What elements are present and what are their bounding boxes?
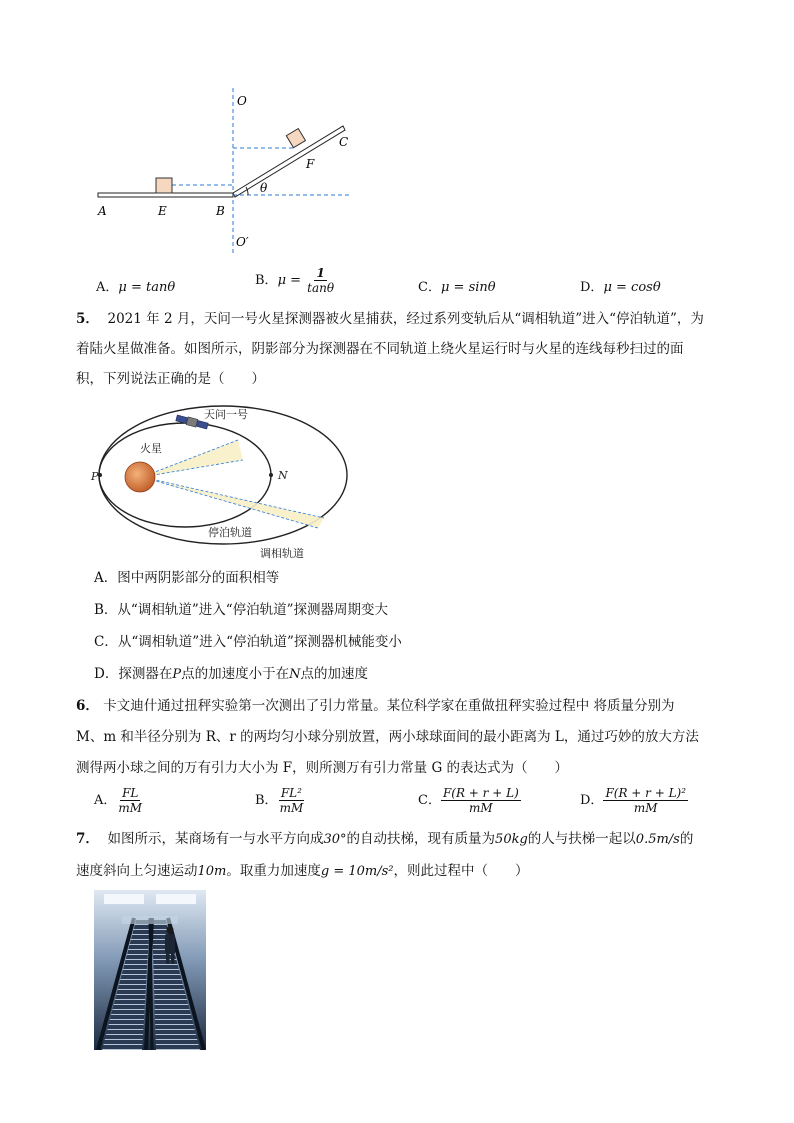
q6-number: 6． <box>76 698 99 714</box>
label-N: N <box>278 469 288 482</box>
q4-option-b[interactable]: B．μ = $\frac{1}{\tan\theta}$ <box>255 266 335 295</box>
label-P: P <box>91 470 99 483</box>
q5-option-c[interactable]: C．从“调相轨道”进入“停泊轨道”探测器机械能变小 <box>94 634 402 650</box>
q7-number: 7． <box>76 831 99 847</box>
block-e <box>156 178 172 193</box>
q5-line-2: 着陆火星做准备。如图所示，阴影部分为探测器在不同轨道上绕火星运行时与火星的连线每秒扫过的面 <box>76 341 684 357</box>
q4-option-d[interactable]: D．μ = cosθ <box>580 280 661 295</box>
q6-line-3: 测得两小球之间的万有引力大小为 F，则所测万有引力常量 G 的表达式为（ ） <box>76 760 569 776</box>
shaded-sector-lower <box>142 477 324 528</box>
parking-orbit-label: 停泊轨道 <box>208 526 252 539</box>
q5-option-b[interactable]: B．从“调相轨道”进入“停泊轨道”探测器周期变大 <box>94 602 389 618</box>
q5-option-a[interactable]: A．图中两阴影部分的面积相等 <box>94 570 280 586</box>
mars-planet <box>125 462 155 492</box>
point-n <box>269 473 273 477</box>
q5-stem <box>76 309 704 389</box>
block-f <box>286 129 305 148</box>
q6-stem <box>76 696 699 778</box>
q5-number: 5． <box>76 311 99 327</box>
mars-label: 火星 <box>140 442 162 455</box>
phasing-orbit-label: 调相轨道 <box>260 547 304 560</box>
q5-option-d[interactable]: D．探测器在P点的加速度小于在N点的加速度 <box>94 666 368 682</box>
incline-figure <box>90 88 370 258</box>
label-A: A <box>98 204 107 218</box>
q6-line-2: M、m 和半径分别为 R、r 的两均匀小球分别放置，两小球球面间的最小距离为 L，通过巧妙的放大方法 <box>76 729 699 745</box>
q6-line-1: 卡文迪什通过扭秤实验第一次测出了引力常量。某位科学家在重做扭秤实验过程中 将质量分别为 <box>103 698 675 714</box>
q4-option-c[interactable]: C．μ = sinθ <box>418 280 496 295</box>
orbit-figure <box>90 400 360 562</box>
q6-option-c[interactable]: C． $\frac{F(R + r + L)}{mM}$ <box>418 786 519 815</box>
q6-option-b[interactable]: B． $\frac{\text{FL²}}{mM}$ <box>255 786 304 815</box>
escalator-photo <box>94 890 206 1050</box>
label-C: C <box>339 135 349 149</box>
point-p <box>98 473 102 477</box>
label-O: O <box>237 94 247 108</box>
probe-label: 天问一号 <box>204 408 248 421</box>
label-E: E <box>158 204 167 218</box>
label-O-prime: O′ <box>236 235 249 249</box>
q5-line-1: 2021 年 2 月，天问一号火星探测器被火星捕获，经过系列变轨后从“调相轨道”进入“停泊轨道”，为 <box>107 311 704 327</box>
q6-option-a[interactable]: A． $\frac{FL}{mM}$ <box>94 786 143 815</box>
label-theta: θ <box>260 181 268 195</box>
label-F: F <box>306 157 315 171</box>
q7-stem: 7． 如图所示，某商场有一与水平方向成30°的自动扶梯，现有质量为50kg的人与扶梯一起以0.5m/s的 速度斜向上匀速运动10m。取重力加速度g = 10m/s²，则此过程中（ ） <box>76 831 694 879</box>
q5-line-3: 积，下列说法正确的是（ ） <box>76 371 265 387</box>
horizontal-track <box>98 193 233 197</box>
q6-option-d[interactable]: D． $\frac{\text{F(R + r + L)²}}{mM}$ <box>580 786 687 815</box>
q4-option-a[interactable]: A．μ = tanθ <box>96 280 176 295</box>
label-B: B <box>216 204 225 218</box>
